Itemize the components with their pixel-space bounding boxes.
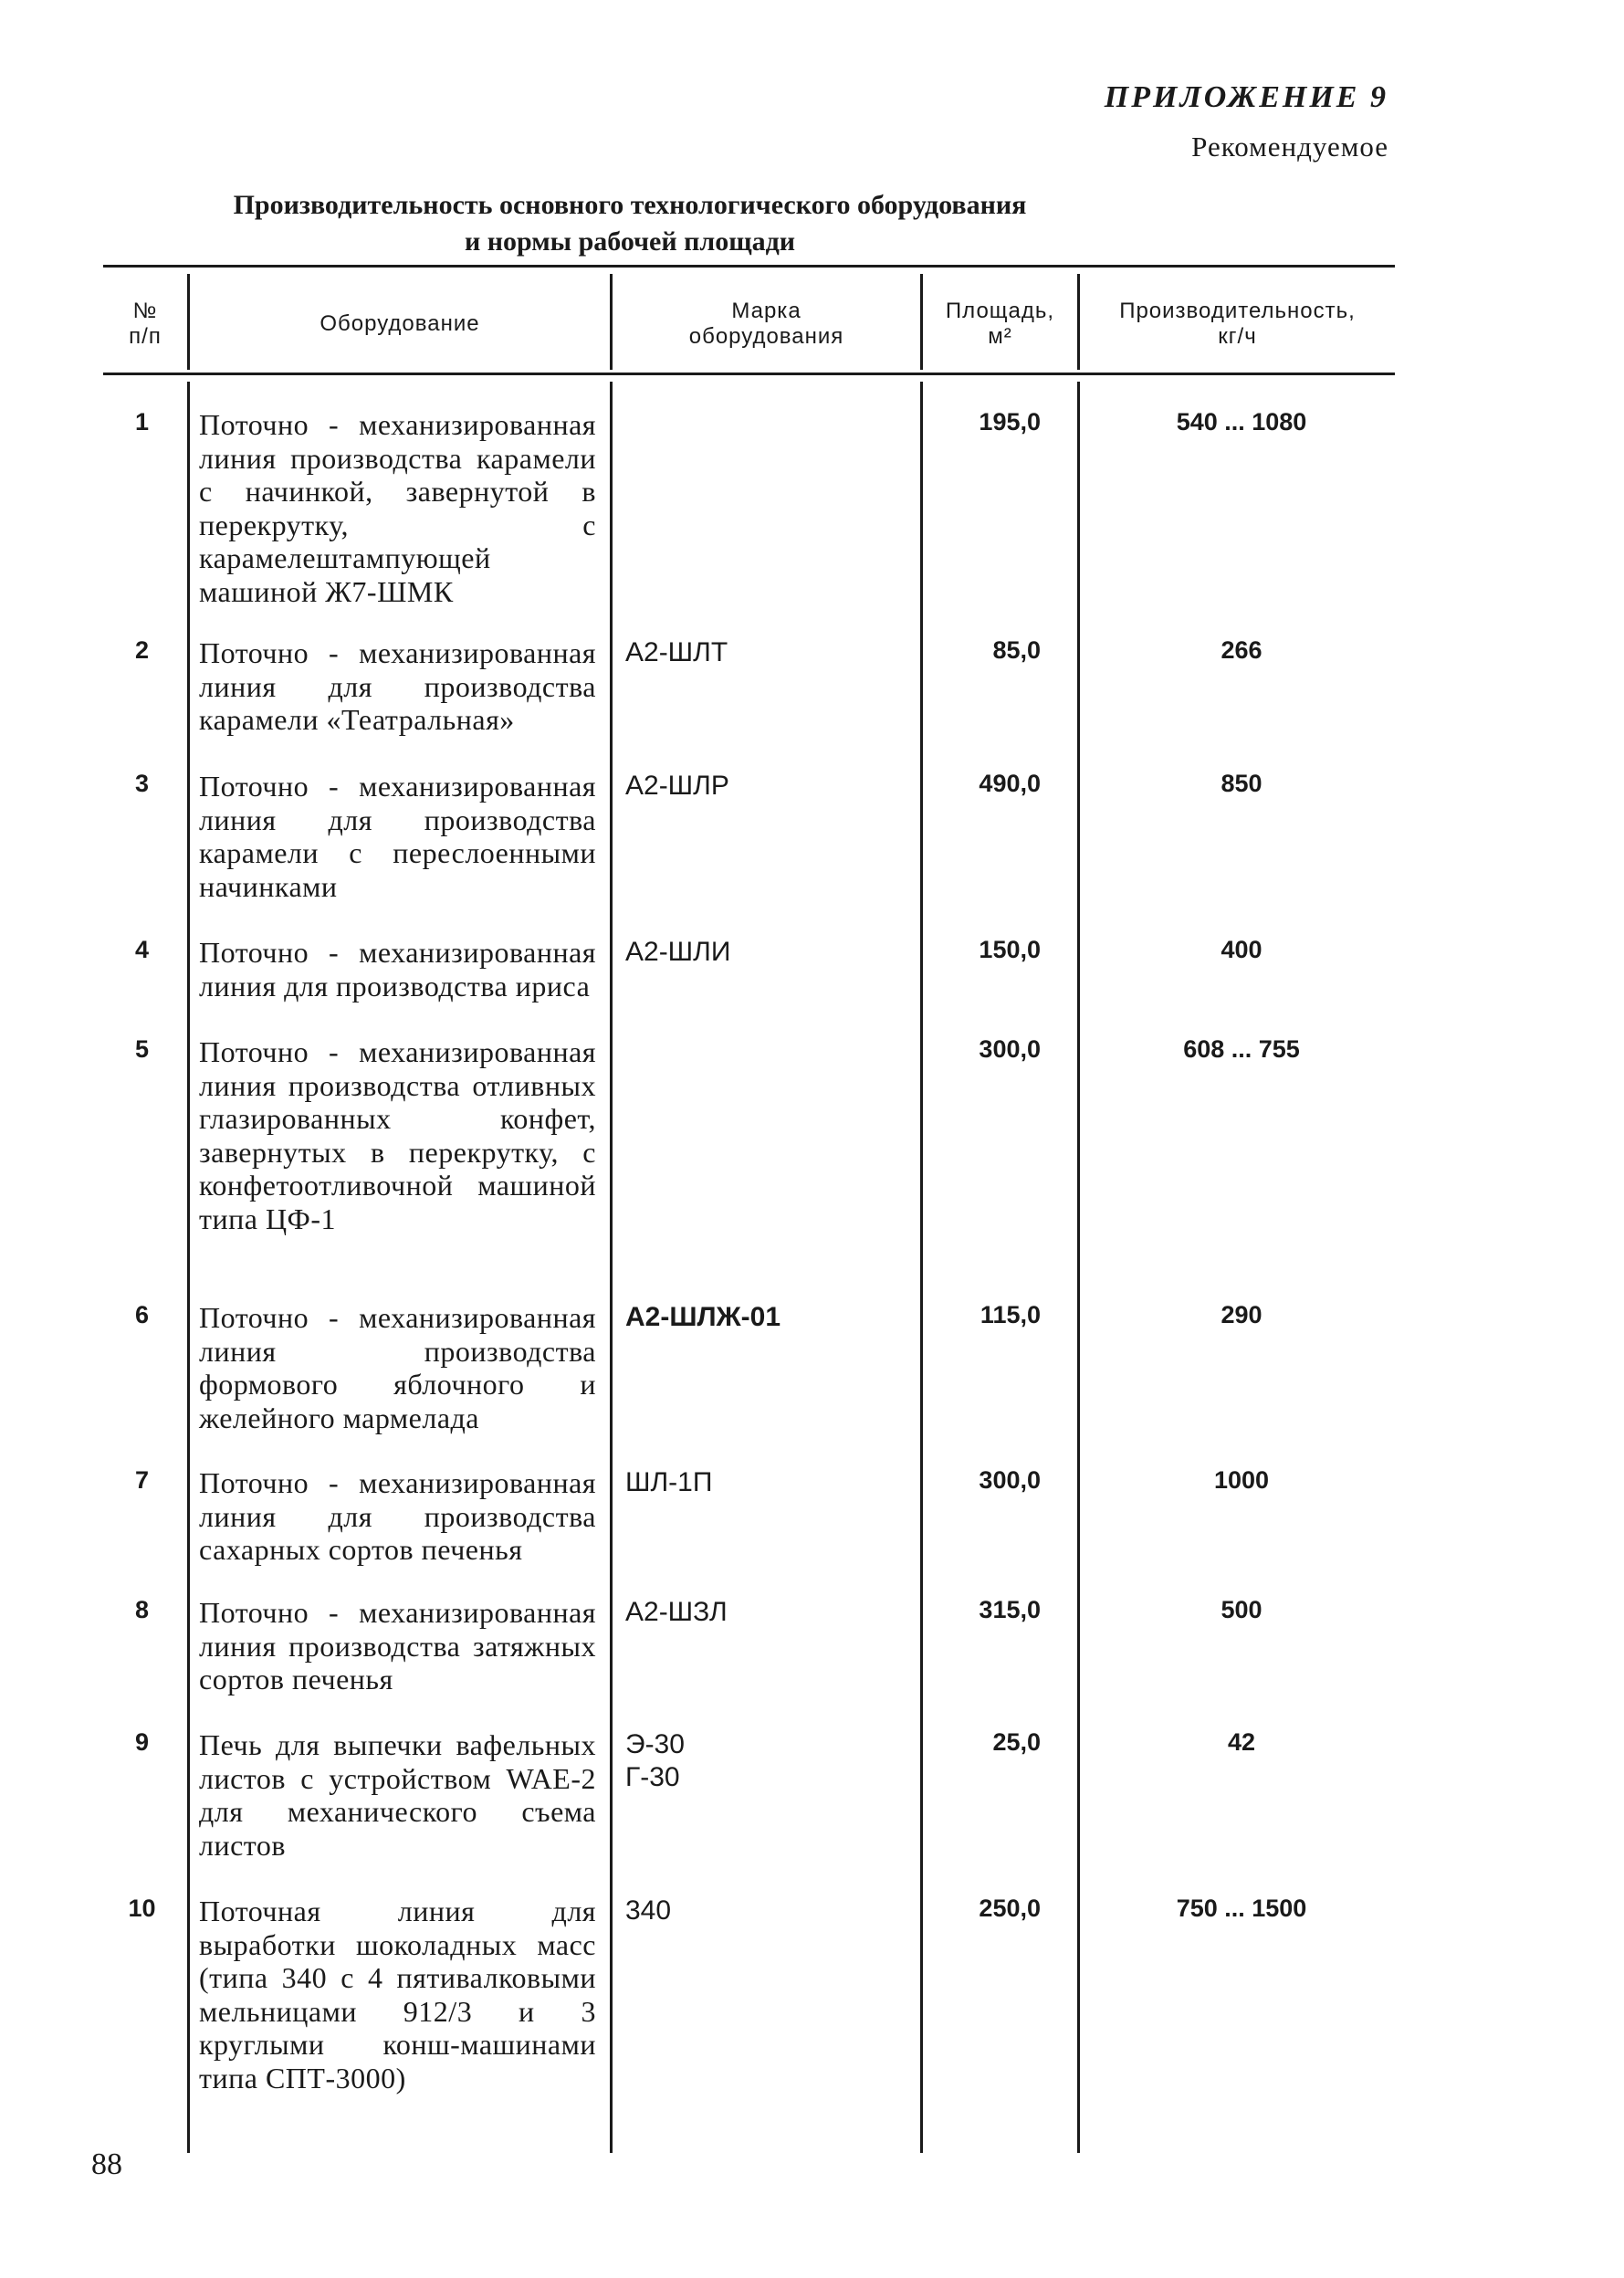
row-mark: ШЛ-1П xyxy=(625,1467,713,1497)
body-divider-4 xyxy=(1077,382,1080,2153)
row-area: 115,0 xyxy=(980,1301,1041,1328)
row-productivity: 266 xyxy=(1221,636,1263,664)
row-area: 150,0 xyxy=(979,936,1041,963)
row-mark: А2-ШЛИ xyxy=(625,937,731,967)
row-num: 3 xyxy=(134,770,150,797)
row-num: 5 xyxy=(134,1035,150,1063)
row-equipment: Поточно - механизированная линия производства карамели с начинкой, завернутой в перекрутку, с карамелештампующей машиной Ж7-ШМК xyxy=(199,408,596,608)
row-productivity: 1000 xyxy=(1213,1466,1270,1494)
row-productivity: 540 ... 1080 xyxy=(1176,408,1307,436)
row-num: 2 xyxy=(134,636,150,664)
row-num: 1 xyxy=(134,408,150,436)
row-productivity: 608 ... 755 xyxy=(1183,1035,1300,1063)
column-header-mark: Марка оборудования xyxy=(688,299,844,349)
row-area: 250,0 xyxy=(979,1895,1041,1922)
column-header-productivity: Производительность, кг/ч xyxy=(1119,299,1356,349)
row-productivity: 400 xyxy=(1221,936,1263,963)
row-mark: А2-ШЛР xyxy=(625,771,729,801)
row-equipment: Печь для выпечки вафельных листов с устройством WAE-2 для механического съема листов xyxy=(199,1728,596,1862)
column-header-equipment: Оборудование xyxy=(320,311,480,336)
row-area: 85,0 xyxy=(992,636,1041,664)
row-num: 10 xyxy=(128,1895,156,1922)
page-number: 88 xyxy=(91,2147,122,2181)
body-divider-1 xyxy=(187,382,190,2153)
table-top-rule xyxy=(103,265,1395,268)
row-productivity: 42 xyxy=(1227,1728,1256,1756)
row-area: 25,0 xyxy=(992,1728,1041,1756)
row-productivity: 750 ... 1500 xyxy=(1176,1895,1307,1922)
row-area: 195,0 xyxy=(979,408,1041,436)
title-line-1: Производительность основного технологического оборудования xyxy=(233,190,1027,220)
row-equipment: Поточная линия для выработки шоколадных масс (типа 340 с 4 пятивалковыми мельницами 912/3 и 3 круглыми конш-машинами типа СПТ-3000) xyxy=(199,1895,596,2094)
row-num: 6 xyxy=(134,1301,150,1328)
row-mark: А2-ШЛЖ-01 xyxy=(625,1302,781,1332)
row-num: 7 xyxy=(134,1466,150,1494)
row-area: 300,0 xyxy=(979,1035,1041,1063)
row-num: 4 xyxy=(134,936,150,963)
row-area: 490,0 xyxy=(979,770,1041,797)
row-equipment: Поточно - механизированная линия производства затяжных сортов печенья xyxy=(199,1596,596,1695)
row-mark: 340 xyxy=(625,1895,672,1926)
body-divider-2 xyxy=(610,382,613,2153)
appendix-label: ПРИЛОЖЕНИЕ 9 xyxy=(1104,80,1388,114)
row-mark: А2-ШЗЛ xyxy=(625,1597,728,1627)
row-area: 300,0 xyxy=(979,1466,1041,1494)
row-num: 8 xyxy=(134,1596,150,1623)
row-equipment: Поточно - механизированная линия производства отливных глазированных конфет, завернутых в перекрутку, с конфетоотливочной машиной типа ЦФ-1 xyxy=(199,1035,596,1235)
title-line-2: и нормы рабочей площади xyxy=(464,226,796,257)
row-area: 315,0 xyxy=(979,1596,1041,1623)
row-num: 9 xyxy=(134,1728,150,1756)
row-mark: А2-ШЛТ xyxy=(625,637,728,667)
row-productivity: 500 xyxy=(1221,1596,1263,1623)
row-equipment: Поточно - механизированная линия для производства карамели с переслоенными начинками xyxy=(199,770,596,903)
recommended-label: Рекомендуемое xyxy=(1191,131,1388,163)
row-mark: Э-30 Г-30 xyxy=(625,1729,685,1792)
row-productivity: 290 xyxy=(1221,1301,1263,1328)
column-header-area: Площадь, м² xyxy=(945,299,1055,349)
row-equipment: Поточно - механизированная линия для производства сахарных сортов печенья xyxy=(199,1466,596,1566)
row-equipment: Поточно - механизированная линия производства формового яблочного и желейного мармелада xyxy=(199,1301,596,1434)
column-header-num: № п/п xyxy=(129,299,162,349)
row-equipment: Поточно - механизированная линия для производства ириса xyxy=(199,936,596,1003)
row-equipment: Поточно - механизированная линия для производства карамели «Театральная» xyxy=(199,636,596,736)
row-productivity: 850 xyxy=(1221,770,1263,797)
page-title xyxy=(219,187,1041,260)
